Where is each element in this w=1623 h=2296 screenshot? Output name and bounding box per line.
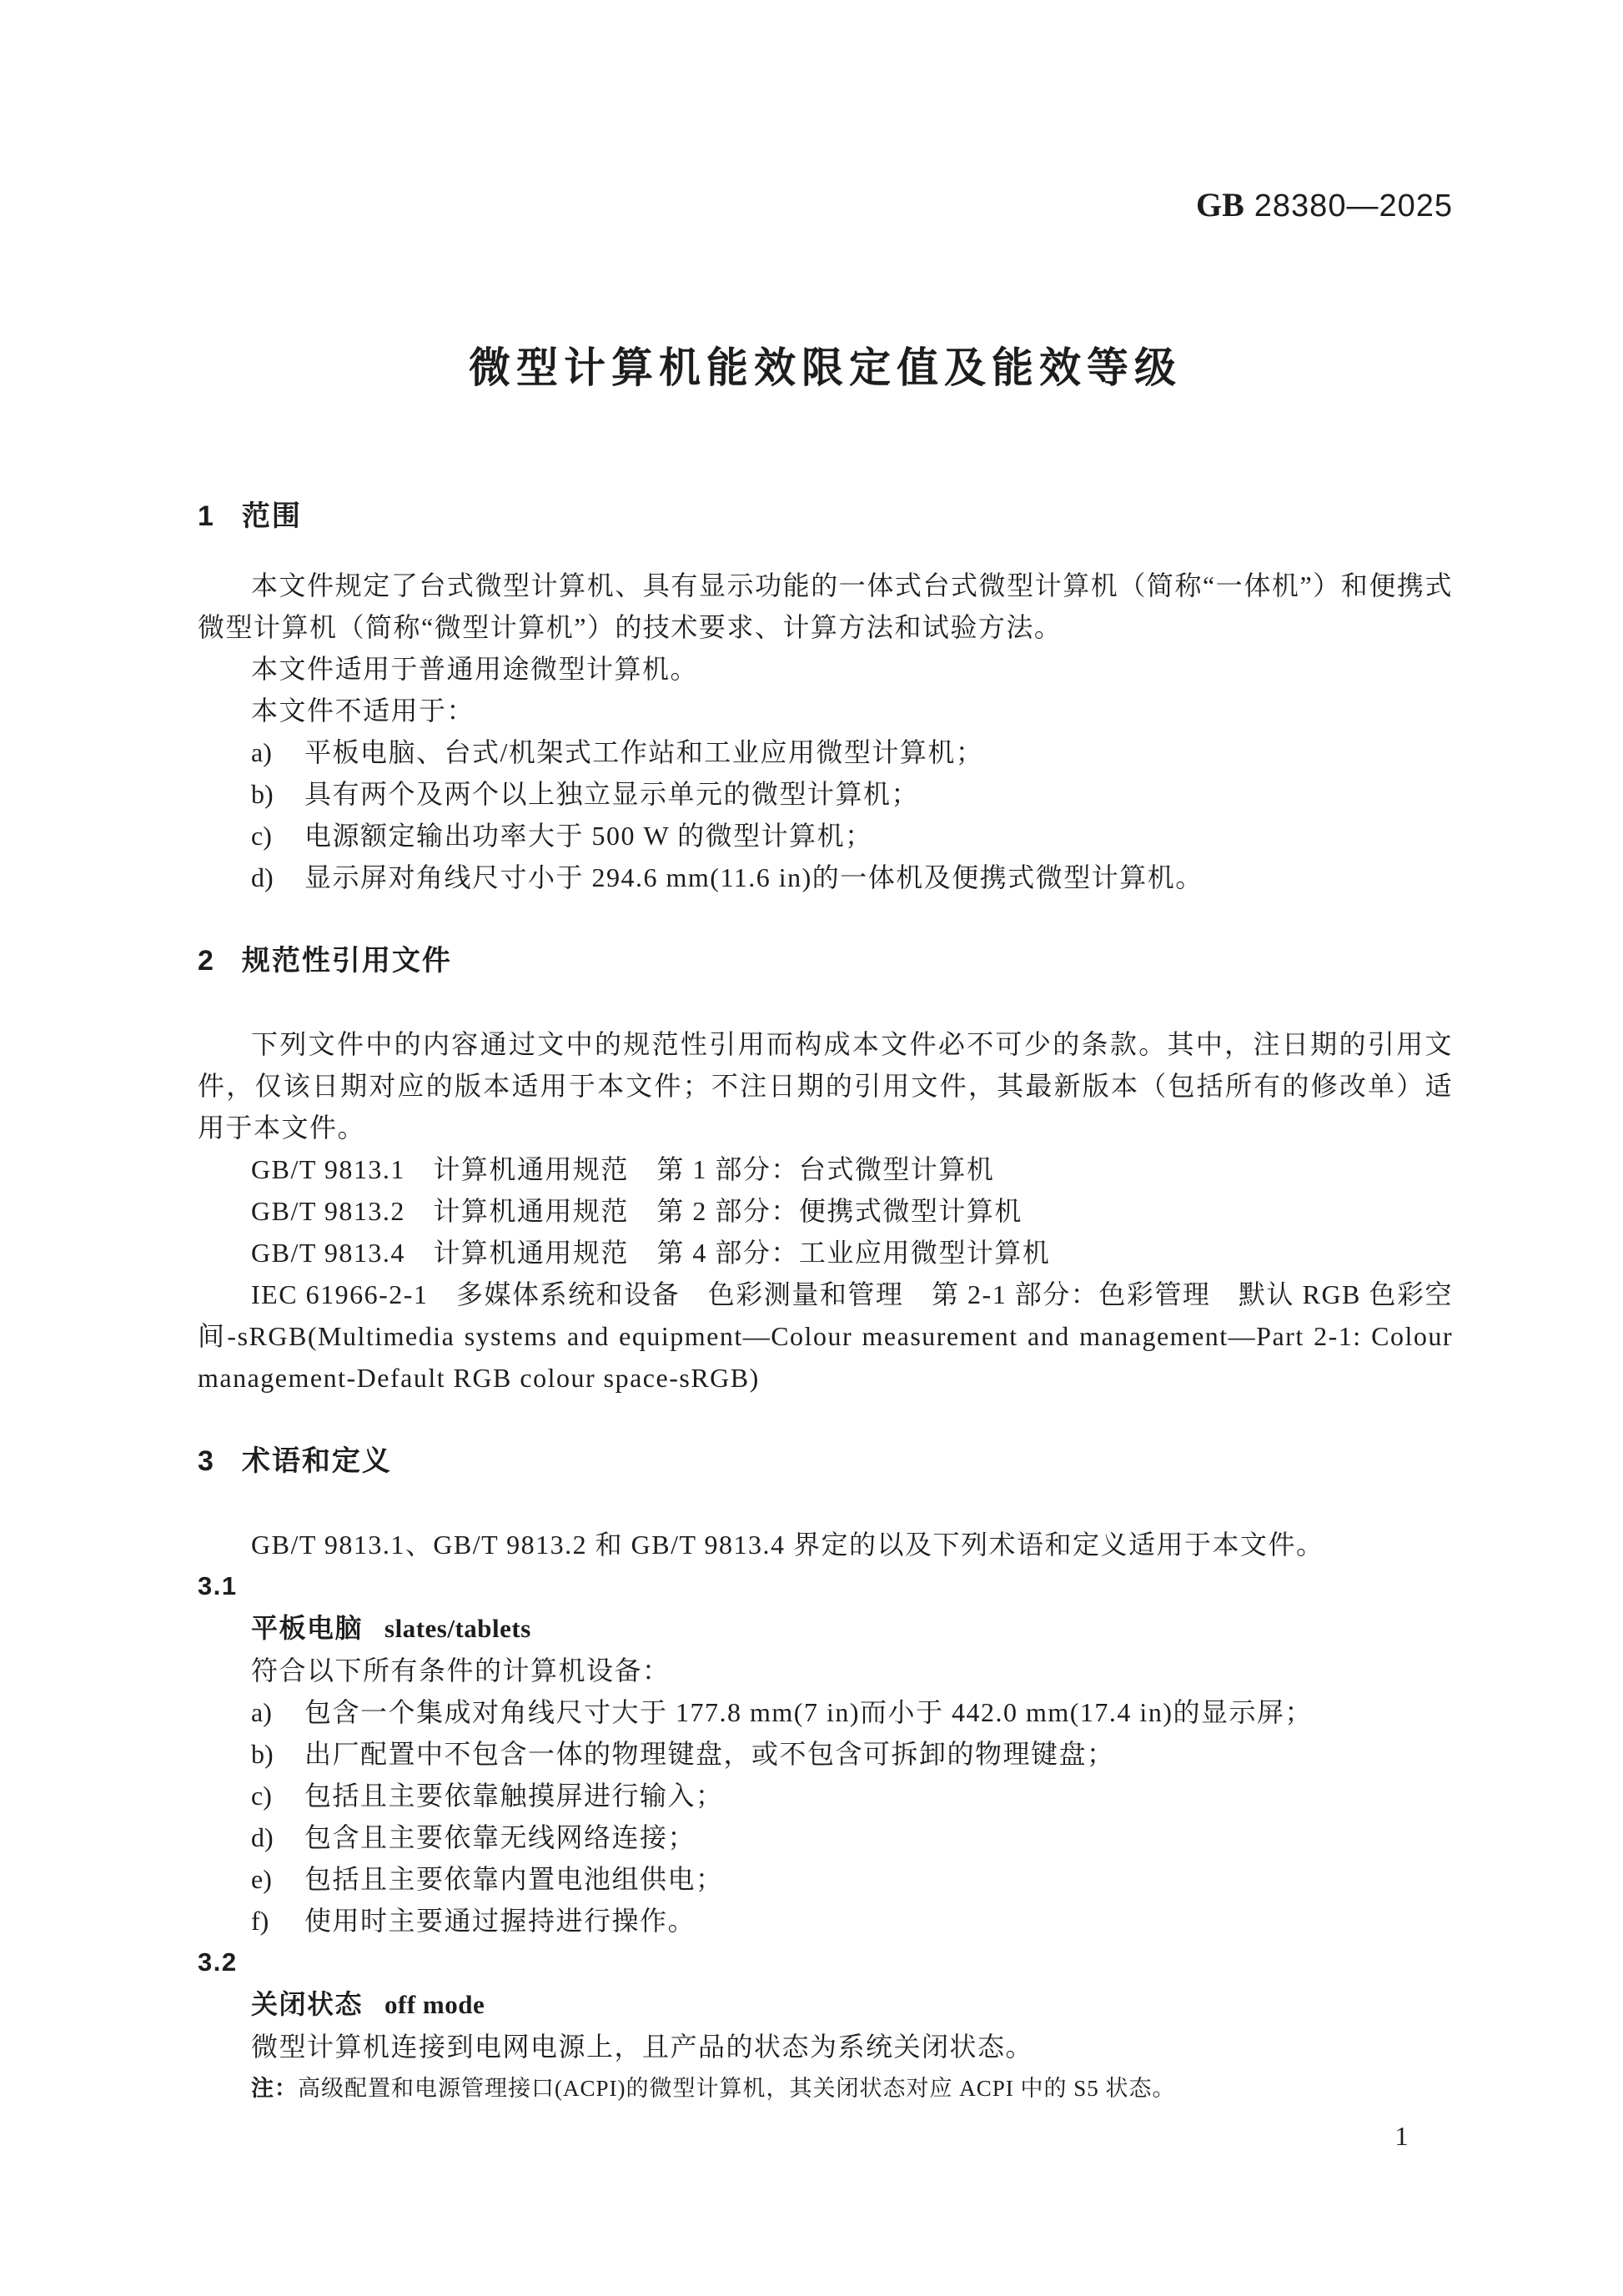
list-item [198, 1733, 1453, 1775]
section-number: 2 [198, 945, 215, 977]
list-marker: a) [251, 1697, 272, 1727]
paragraph: GB/T 9813.1、GB/T 9813.2 和 GB/T 9813.4 界定的以及下列术语和定义适用于本文件。 [251, 1530, 1324, 1560]
reference-entry: IEC 61966-2-1 多媒体系统和设备 色彩测量和管理 第 2-1 部分：色彩管理 默认 RGB 色彩空间-sRGB(Multimedia systems and equipment—Colour measurement and management—Part 2-1: Colour management-Default RGB colour space-sRGB) [198, 1279, 1453, 1393]
list-marker: f) [251, 1906, 269, 1936]
section-title: 范围 [241, 500, 302, 532]
term-zh: 平板电脑 [251, 1613, 364, 1643]
reference-entry: GB/T 9813.4 计算机通用规范 第 4 部分：工业应用微型计算机 [251, 1238, 1051, 1268]
list-item [198, 731, 1453, 773]
term-heading [198, 1983, 1453, 2026]
section-title: 规范性引用文件 [241, 945, 452, 977]
list-text: 出厂配置中不包含一体的物理键盘，或不包含可拆卸的物理键盘； [304, 1739, 1115, 1769]
list-marker: b) [251, 779, 274, 809]
list-marker: a) [251, 737, 272, 767]
list-text: 显示屏对角线尺寸小于 294.6 mm(11.6 in)的一体机及便携式微型计算机。 [304, 862, 1203, 892]
list-text: 具有两个及两个以上独立显示单元的微型计算机； [304, 779, 920, 809]
term-zh: 关闭状态 [251, 1989, 364, 2019]
note [198, 2067, 1453, 2109]
list-text: 电源额定输出功率大于 500 W 的微型计算机； [304, 821, 873, 851]
term-en: slates/tablets [384, 1614, 531, 1643]
list-marker: d) [251, 862, 274, 892]
standard-code-prefix: GB [1195, 186, 1244, 224]
paragraph: 本文件不适用于： [251, 696, 475, 726]
list-item [198, 773, 1453, 815]
note-text: 高级配置和电源管理接口(ACPI)的微型计算机，其关闭状态对应 ACPI 中的 S5 状态。 [298, 2076, 1176, 2101]
list-item [198, 1691, 1453, 1733]
paragraph: 本文件规定了台式微型计算机、具有显示功能的一体式台式微型计算机（简称“一体机”）和便携式微型计算机（简称“微型计算机”）的技术要求、计算方法和试验方法。 [198, 570, 1453, 642]
section-heading-normative-references [198, 942, 1453, 979]
document-title: 微型计算机能效限定值及能效等级 [469, 344, 1182, 391]
list-text: 包含一个集成对角线尺寸大于 177.8 mm(7 in)而小于 442.0 mm(17.4 in)的显示屏； [304, 1697, 1313, 1727]
section-title: 术语和定义 [241, 1445, 392, 1477]
section-heading-scope [198, 498, 1453, 535]
section-number: 1 [198, 500, 215, 532]
list-marker: d) [251, 1822, 274, 1852]
list-text: 平板电脑、台式/机架式工作站和工业应用微型计算机； [304, 737, 984, 767]
standard-code [198, 188, 1453, 229]
list-item [198, 857, 1453, 898]
document-content [198, 498, 1453, 2156]
list-text: 包含且主要依靠无线网络连接； [304, 1822, 696, 1852]
list-text: 包括且主要依靠内置电池组供电； [304, 1864, 724, 1894]
clause-number-3-1: 3.1 [198, 1571, 238, 1600]
page-footer [198, 2116, 1453, 2156]
list-item [198, 815, 1453, 857]
term-heading [198, 1607, 1453, 1650]
list-item [198, 1900, 1453, 1942]
list-marker: b) [251, 1739, 274, 1769]
list-item [198, 1858, 1453, 1900]
paragraph: 微型计算机连接到电网电源上，且产品的状态为系统关闭状态。 [251, 2032, 1034, 2062]
list-item [198, 1816, 1453, 1858]
paragraph: 本文件适用于普通用途微型计算机。 [251, 654, 699, 684]
list-text: 使用时主要通过握持进行操作。 [304, 1906, 696, 1936]
reference-entry: GB/T 9813.2 计算机通用规范 第 2 部分：便携式微型计算机 [251, 1196, 1023, 1226]
list-text: 包括且主要依靠触摸屏进行输入； [304, 1781, 724, 1811]
list-marker: e) [251, 1864, 272, 1894]
paragraph: 符合以下所有条件的计算机设备： [251, 1655, 671, 1686]
clause-number-3-2: 3.2 [198, 1947, 238, 1977]
term-en: off mode [384, 1990, 485, 2019]
note-label: 注： [251, 2076, 298, 2101]
paragraph: 下列文件中的内容通过文中的规范性引用而构成本文件必不可少的条款。其中，注日期的引用文件，仅该日期对应的版本适用于本文件；不注日期的引用文件，其最新版本（包括所有的修改单）适用于本文件。 [198, 1029, 1453, 1143]
standard-code-number: 28380—2025 [1254, 188, 1453, 224]
section-number: 3 [198, 1445, 215, 1477]
section-heading-terms-definitions [198, 1443, 1453, 1480]
list-marker: c) [251, 821, 272, 851]
page-number: 1 [1394, 2121, 1409, 2151]
list-marker: c) [251, 1781, 272, 1811]
reference-entry: GB/T 9813.1 计算机通用规范 第 1 部分：台式微型计算机 [251, 1154, 995, 1184]
list-item [198, 1775, 1453, 1816]
